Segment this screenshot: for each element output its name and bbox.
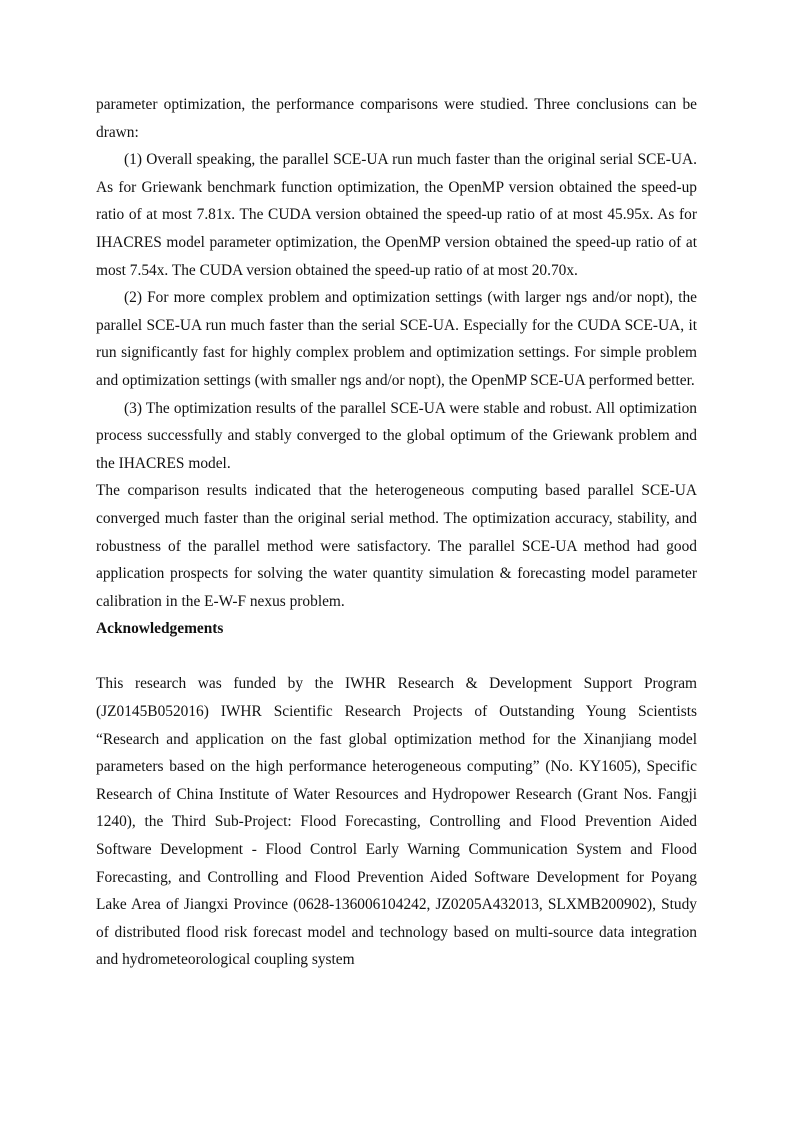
summary-paragraph: The comparison results indicated that the heterogeneous computing based parallel SCE-UA converged much faster than the original serial method. The optimization accuracy, stability, and robustness of the parallel method were satisfactory. The parallel SCE-UA method had good application prospects for solving the water quantity simulation & forecasting model parameter calibration in the E-W-F nexus problem. (96, 482, 697, 610)
page-body (96, 91, 697, 974)
intro-paragraph: parameter optimization, the performance comparisons were studied. Three conclusions can be drawn: (96, 96, 697, 141)
conclusion-1-paragraph: (1) Overall speaking, the parallel SCE-UA run much faster than the original serial SCE-UA. As for Griewank benchmark function optimization, the OpenMP version obtained the speed-up ratio of at most 7.81x. The CUDA version obtained the speed-up ratio of at most 45.95x. As for IHACRES model parameter optimization, the OpenMP version obtained the speed-up ratio of at most 7.54x. The CUDA version obtained the speed-up ratio of at most 20.70x. (96, 151, 697, 279)
conclusion-3-paragraph: (3) The optimization results of the parallel SCE-UA were stable and robust. All optimization process successfully and stably converged to the global optimum of the Griewank problem and the IHACRES model. (96, 399, 697, 472)
conclusion-2-paragraph: (2) For more complex problem and optimization settings (with larger ngs and/or nopt), the parallel SCE-UA run much faster than the serial SCE-UA. Especially for the CUDA SCE-UA, it run significantly fast for highly complex problem and optimization settings. For simple problem and optimization settings (with smaller ngs and/or nopt), the OpenMP SCE-UA performed better. (96, 289, 697, 389)
acknowledgements-heading: Acknowledgements (96, 620, 224, 638)
acknowledgements-paragraph: This research was funded by the IWHR Research & Development Support Program (JZ0145B052016) IWHR Scientific Research Projects of Outstanding Young Scientists “Research and application on the fast global optimization method for the Xinanjiang model parameters based on the high performance heterogeneous computing” (No. KY1605), Specific Research of China Institute of Water Resources and Hydropower Research (Grant Nos. Fangji 1240), the Third Sub-Project: Flood Forecasting, Controlling and Flood Prevention Aided Software Development - Flood Control Early Warning Communication System and Flood Forecasting, and Controlling and Flood Prevention Aided Software Development for Poyang Lake Area of Jiangxi Province (0628-136006104242, JZ0205A432013, SLXMB200902), Study of distributed flood risk forecast model and technology based on multi-source data integration and hydrometeorological coupling system (96, 675, 697, 969)
